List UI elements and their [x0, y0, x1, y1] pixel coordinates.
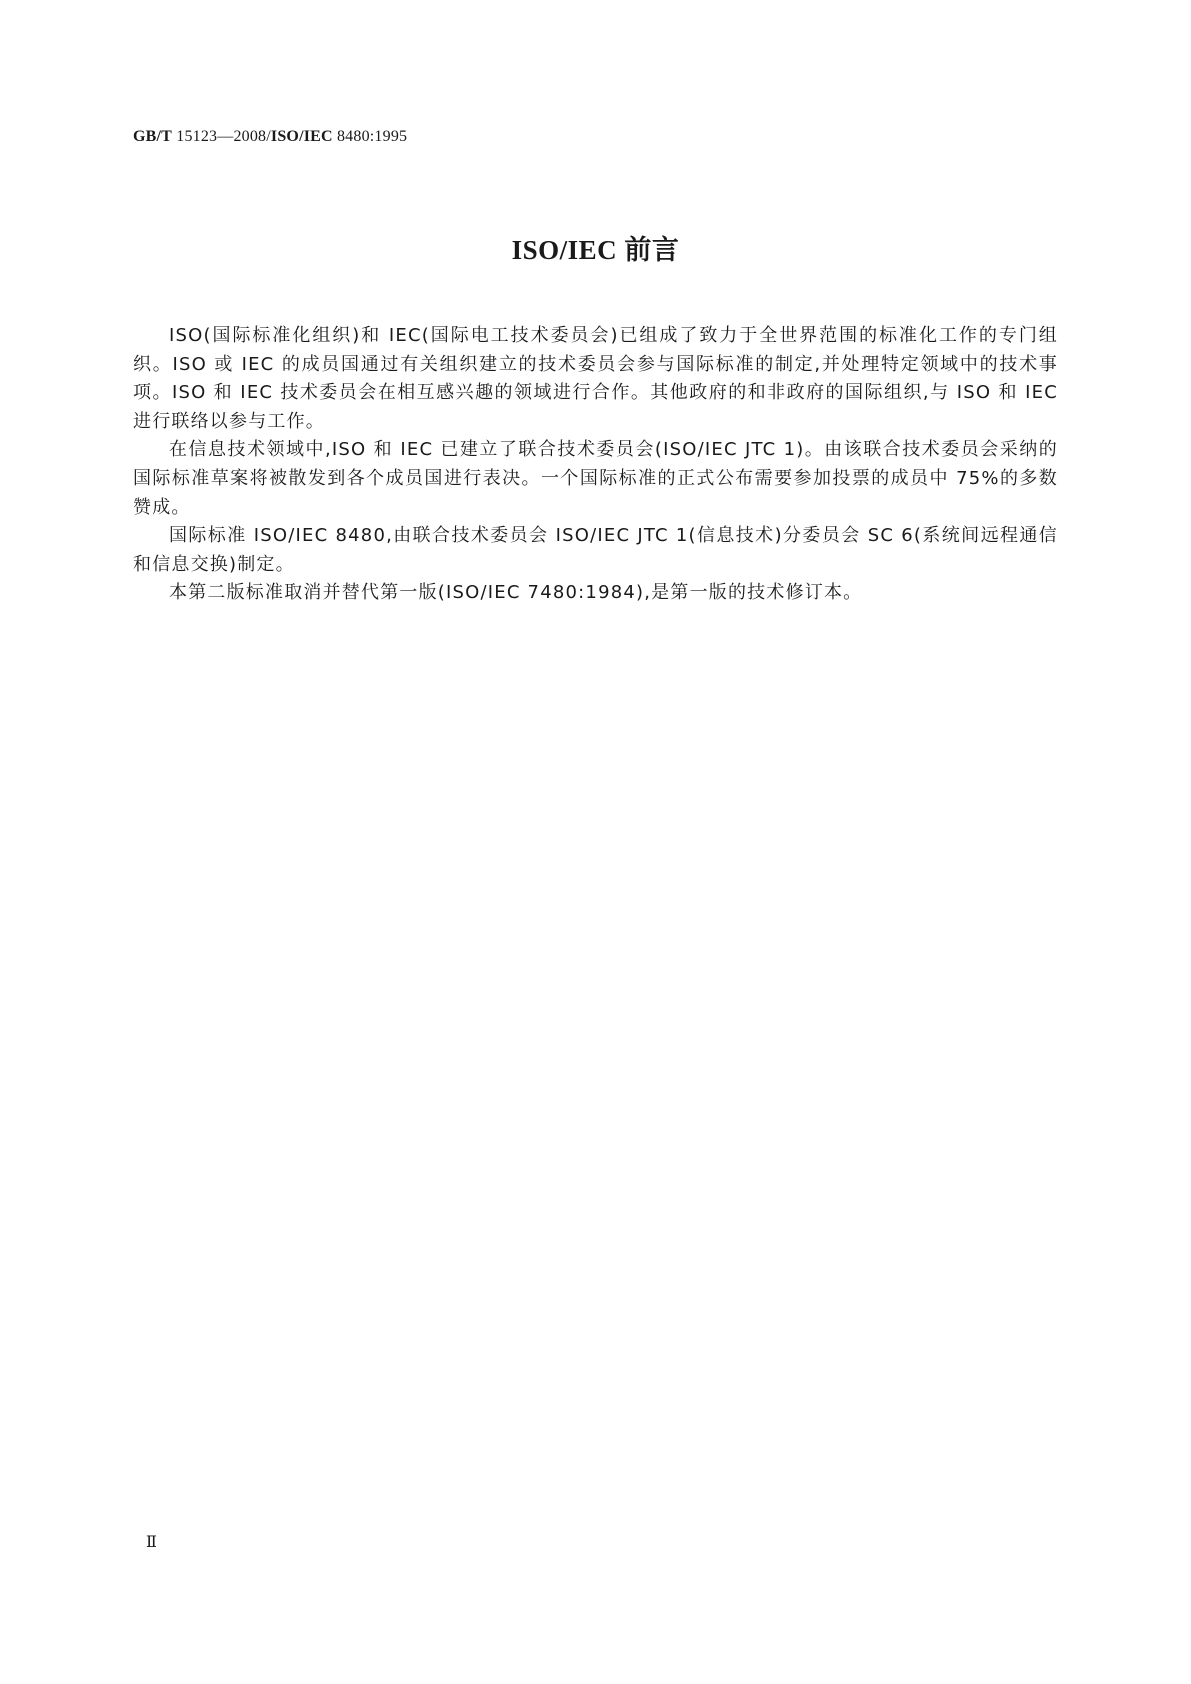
- standard-code-part-4: 8480:1995: [332, 128, 408, 145]
- paragraph-1: ISO(国际标准化组织)和 IEC(国际电工技术委员会)已组成了致力于全世界范围的标准化工作的专门组织。ISO 或 IEC 的成员国通过有关组织建立的技术委员会参与国际标准的制定,并处理特定领域中的技术事项。ISO 和 IEC 技术委员会在相互感兴趣的领域进行合作。其他政府的和非政府的国际组织,与 ISO 和 IEC 进行联络以参与工作。: [133, 325, 1058, 432]
- page-title: ISO/IEC 前言: [511, 235, 680, 265]
- paragraph-3: 国际标准 ISO/IEC 8480,由联合技术委员会 ISO/IEC JTC 1(信息技术)分委员会 SC 6(系统间远程通信和信息交换)制定。: [133, 525, 1058, 575]
- standard-code-part-2: 15123—2008/: [172, 128, 271, 145]
- standard-code-part-1: GB/T: [133, 128, 173, 145]
- standard-code-part-3: ISO/IEC: [270, 128, 333, 145]
- paragraph-2: 在信息技术领域中,ISO 和 IEC 已建立了联合技术委员会(ISO/IEC JTC 1)。由该联合技术委员会采纳的国际标准草案将被散发到各个成员国进行表决。一个国际标准的正式公布需要参加投票的成员中 75%的多数赞成。: [133, 439, 1058, 518]
- paragraph-4: 本第二版标准取消并替代第一版(ISO/IEC 7480:1984),是第一版的技术修订本。: [169, 582, 863, 604]
- standard-code-header: [133, 128, 407, 146]
- foreword-body: [133, 322, 1058, 608]
- page-number: Ⅱ: [146, 1534, 157, 1551]
